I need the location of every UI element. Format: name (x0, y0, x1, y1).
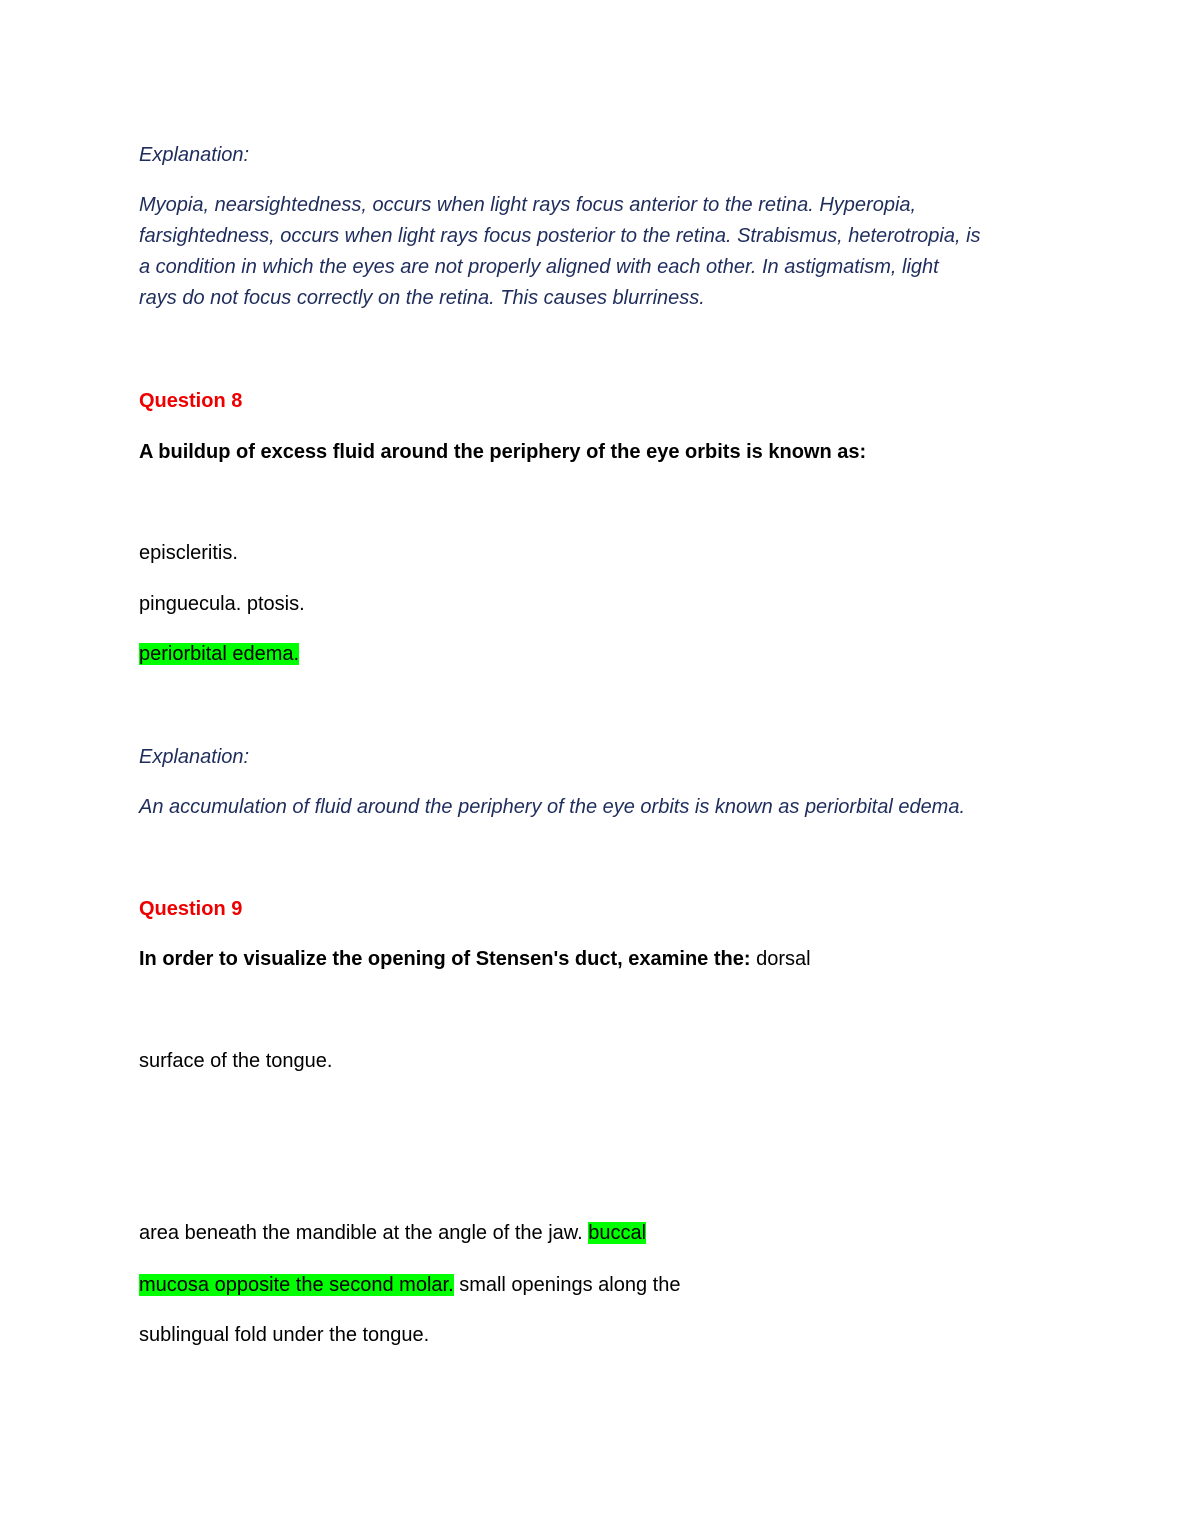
question-9-option-line-3 (139, 1220, 646, 1246)
question-9-text: In order to visualize the opening of Stensen's duct, examine the: (139, 948, 751, 970)
explanation-text-line-2: farsightedness, occurs when light rays focus posterior to the retina. Strabismus, heterotropia, is (139, 225, 981, 247)
explanation-text-line-4: rays do not focus correctly on the retina. This causes blurriness. (139, 287, 705, 309)
question-8-text: A buildup of excess fluid around the periphery of the eye orbits is known as: (139, 441, 867, 463)
question-8-option-2: pinguecula. ptosis. (139, 593, 305, 615)
question-8-explanation-text: An accumulation of fluid around the periphery of the eye orbits is known as periorbital edema. (139, 796, 966, 818)
question-9-option-line-5: sublingual fold under the tongue. (139, 1324, 430, 1346)
question-9-title: Question 9 (139, 898, 243, 920)
question-8-explanation-label: Explanation: (139, 746, 250, 768)
question-9-option-line-4 (139, 1272, 680, 1298)
question-9-option-text: area beneath the mandible at the angle of the jaw. (139, 1222, 583, 1244)
explanation-label: Explanation: (139, 144, 250, 166)
question-8-option-1: episcleritis. (139, 542, 238, 564)
question-9-option-text: small openings along the (459, 1274, 681, 1296)
explanation-text-line-3: a condition in which the eyes are not properly aligned with each other. In astigmatism, light (139, 256, 939, 278)
question-9-option-start: dorsal (756, 948, 811, 970)
question-9-text-line (139, 946, 811, 972)
explanation-text-line-1: Myopia, nearsightedness, occurs when light rays focus anterior to the retina. Hyperopia, (139, 194, 917, 216)
correct-answer-highlight-end: mucosa opposite the second molar. (139, 1274, 454, 1296)
correct-answer-highlight-start: buccal (588, 1222, 647, 1244)
question-9-option-line-2: surface of the tongue. (139, 1050, 333, 1072)
correct-answer-highlight: periorbital edema. (139, 643, 300, 665)
question-8-title: Question 8 (139, 390, 243, 412)
question-8-option-3-correct (139, 641, 299, 667)
